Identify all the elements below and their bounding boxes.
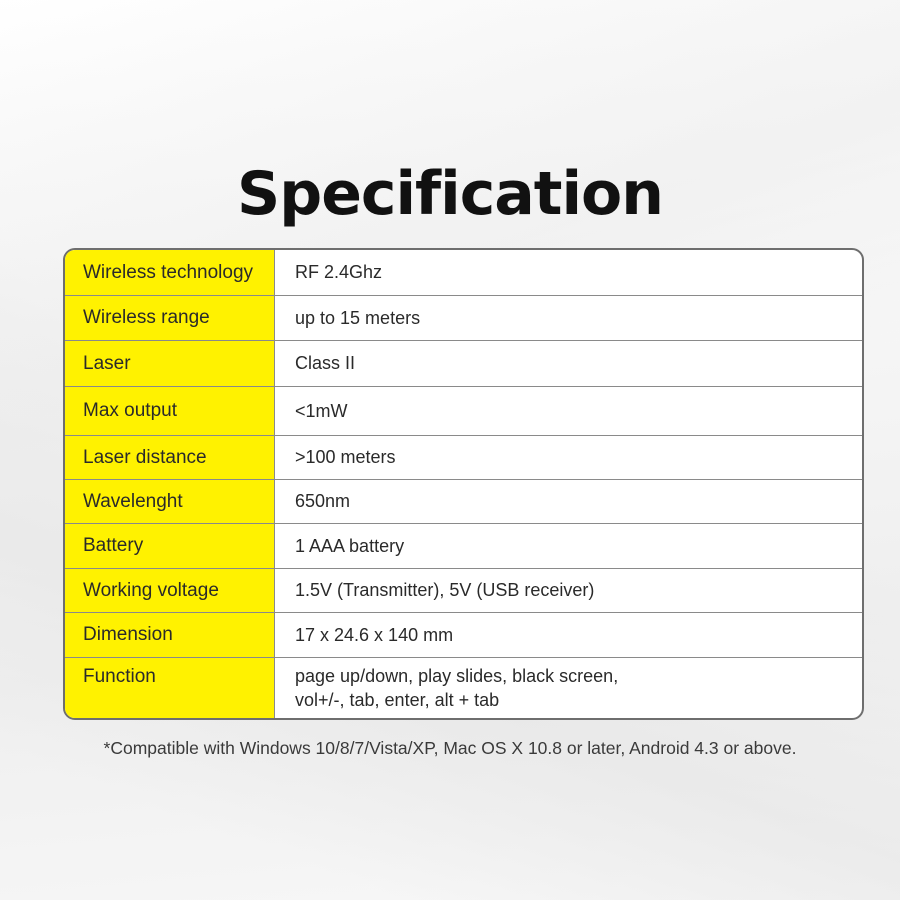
spec-value: up to 15 meters <box>295 307 421 328</box>
spec-value: RF 2.4Ghz <box>295 262 383 282</box>
spec-value: 650nm <box>295 491 351 511</box>
spec-table <box>63 248 864 720</box>
function-line: vol+/-, tab, enter, alt + tab <box>295 690 500 710</box>
function-line: page up/down, play slides, black screen, <box>295 666 619 686</box>
spec-row-working-voltage <box>65 569 862 613</box>
spec-value: <1mW <box>295 400 348 421</box>
spec-label: Max output <box>65 387 275 435</box>
spec-row-wireless-range <box>65 296 862 341</box>
spec-label: Laser <box>65 341 275 386</box>
spec-label: Wireless range <box>65 296 275 340</box>
spec-value: >100 meters <box>295 447 396 467</box>
spec-value: 1.5V (Transmitter), 5V (USB receiver) <box>295 580 595 600</box>
spec-value <box>275 658 862 718</box>
spec-value: Class II <box>295 353 356 373</box>
spec-value: 1 AAA battery <box>295 535 405 556</box>
spec-row-laser-distance <box>65 436 862 480</box>
spec-row-dimension <box>65 613 862 658</box>
spec-row-function <box>65 658 862 718</box>
spec-value: 17 x 24.6 x 140 mm <box>295 624 454 645</box>
spec-label: Dimension <box>65 613 275 657</box>
spec-label: Function <box>65 658 275 718</box>
spec-row-battery <box>65 524 862 569</box>
page-title: Specification <box>237 159 663 229</box>
spec-row-wireless-technology <box>65 250 862 296</box>
spec-row-wavelength <box>65 480 862 524</box>
spec-label: Laser distance <box>65 436 275 479</box>
spec-label: Working voltage <box>65 569 275 612</box>
spec-row-max-output <box>65 387 862 436</box>
spec-label: Wavelenght <box>65 480 275 523</box>
spec-label: Battery <box>65 524 275 568</box>
compatibility-note: *Compatible with Windows 10/8/7/Vista/XP, Mac OS X 10.8 or later, Android 4.3 or above. <box>103 738 797 758</box>
spec-label: Wireless technology <box>65 250 275 295</box>
spec-row-laser <box>65 341 862 387</box>
